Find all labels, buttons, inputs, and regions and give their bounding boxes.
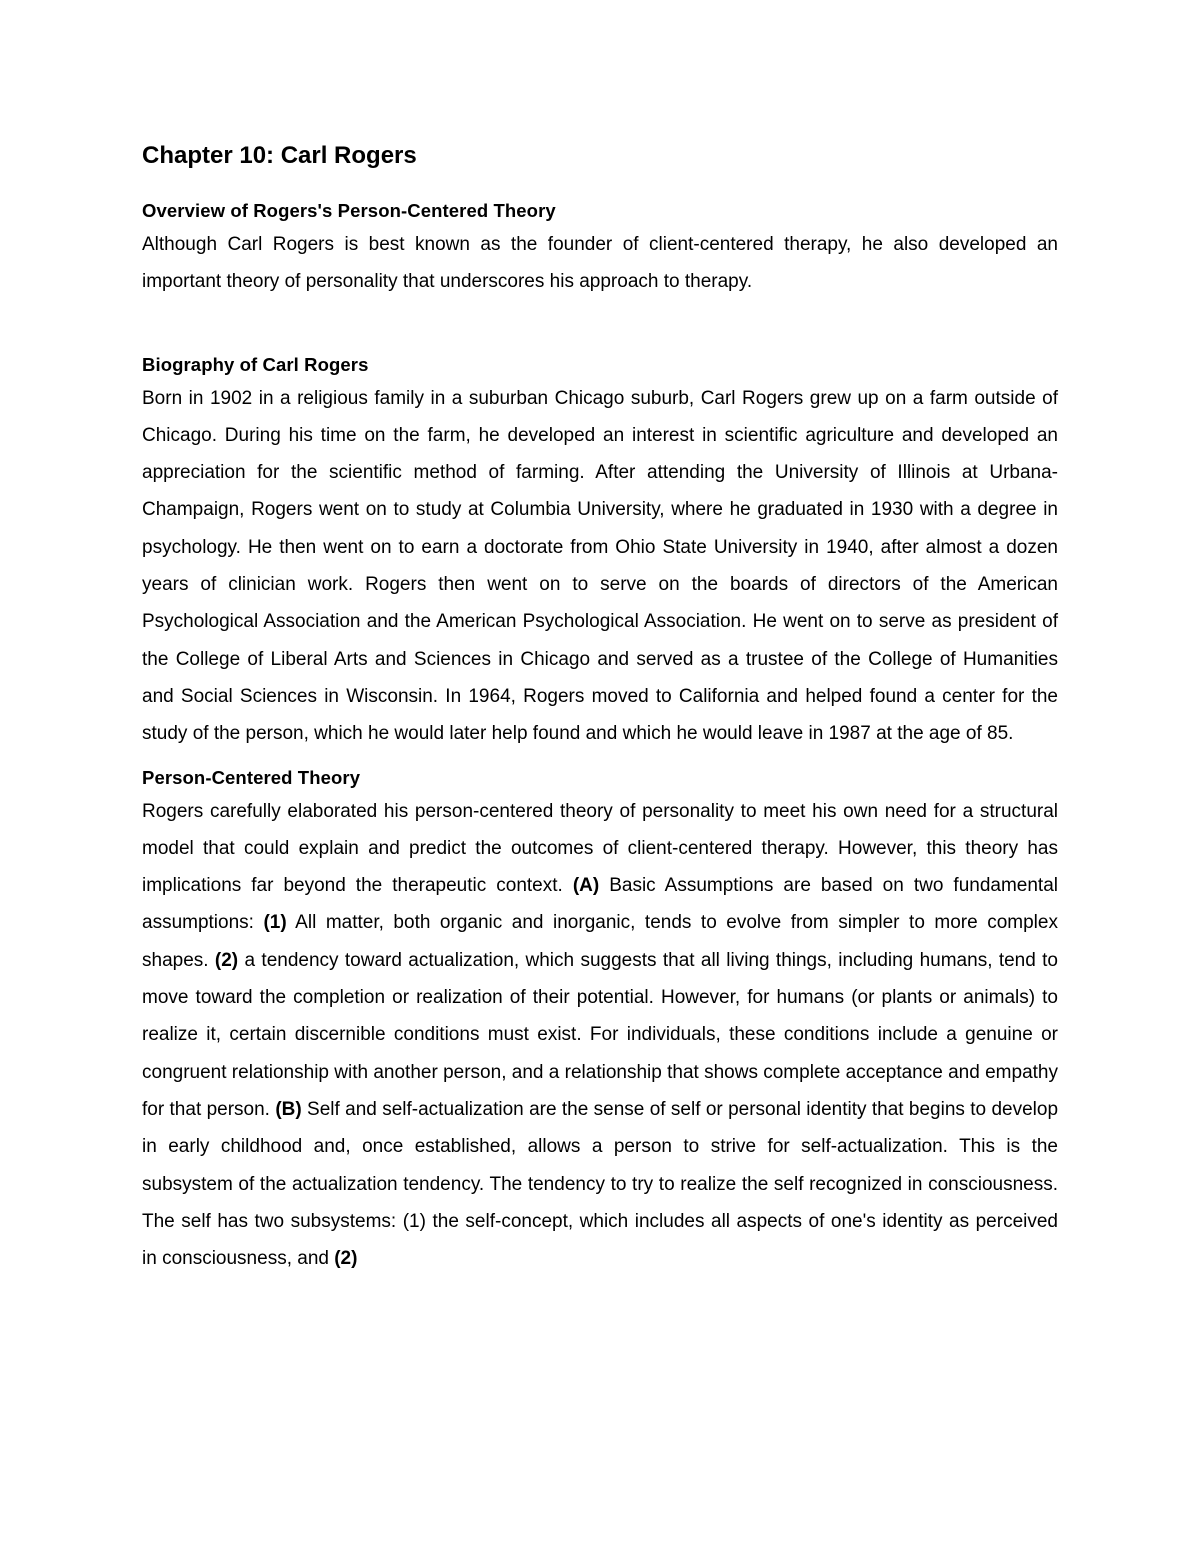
label-b: (B)	[275, 1098, 302, 1120]
section-heading-biography: Biography of Carl Rogers	[142, 353, 369, 375]
chapter-title: Chapter 10: Carl Rogers	[142, 142, 417, 169]
text-run: Although Carl Rogers is best known as the founder of client-centered therapy, he also developed an important theory of personality that underscores his approach to therapy.	[142, 234, 1058, 293]
section-biography	[142, 350, 1058, 753]
label-2: (2)	[214, 949, 239, 971]
section-overview	[142, 196, 1058, 301]
text-run: Self and self-actualization are the sense of self or personal identity that begins to develop in early childhood and, once established, allows a person to strive for self-actualization. This is the subsystem of the actualization tendency. The tendency to try to realize the self recognized in consciousness. The self has two subsystems: (1) the self-concept, which includes all aspects of one's identity as perceived in consciousness, and	[142, 1098, 1059, 1270]
text-run: Basic Assumptions are based on two fundamental assumptions:	[142, 875, 1058, 934]
text-run: Rogers carefully elaborated his person-centered theory of personality to meet his own need for a structural model that could explain and predict the outcomes of client-centered therapy. However, this theory has implications far beyond the therapeutic context.	[142, 800, 1058, 897]
section-person-centered-theory	[142, 763, 1058, 1278]
paragraph-biography	[142, 380, 1058, 753]
document-body	[142, 138, 1058, 1277]
label-a: (A)	[572, 875, 600, 897]
section-heading-overview: Overview of Rogers's Person-Centered Theory	[142, 200, 556, 221]
paragraph-overview	[142, 226, 1058, 301]
section-heading-person-centered-theory: Person-Centered Theory	[142, 766, 361, 788]
text-run: Born in 1902 in a religious family in a suburban Chicago suburb, Carl Rogers grew up on a farm outside of Chicago. During his time on the farm, he developed an interest in scientific agriculture and developed an appreciation for the scientific method of farming. After attending the University of Illinois at Urbana-Champaign, Rogers went on to study at Columbia University, where he graduated in 1930 with a degree in psychology. He then went on to earn a doctorate from Ohio State University in 1940, after almost a dozen years of clinician work. Rogers then went on to serve on the boards of directors of the American Psychological Association and the American Psychological Association. He went on to serve as president of the College of Liberal Arts and Sciences in Chicago and served as a trustee of the College of Humanities and Social Sciences in Wisconsin. In 1964, Rogers moved to California and helped found a center for the study of the person, which he would later help found and which he would leave in 1987 at the age of 85.	[142, 387, 1058, 745]
label-2-end: (2)	[334, 1248, 358, 1270]
text-run: a tendency toward actualization, which suggests that all living things, including humans, tend to move toward the completion or realization of their potential. However, for humans (or plants or animals) to realize it, certain discernible conditions must exist. For individuals, these conditions include a genuine or congruent relationship with another person, and a relationship that shows complete acceptance and empathy for that person.	[142, 949, 1059, 1120]
text-run: All matter, both organic and inorganic, tends to evolve from simpler to more complex shapes.	[142, 912, 1058, 971]
paragraph-person-centered-theory	[142, 793, 1058, 1278]
label-1: (1)	[263, 912, 287, 934]
